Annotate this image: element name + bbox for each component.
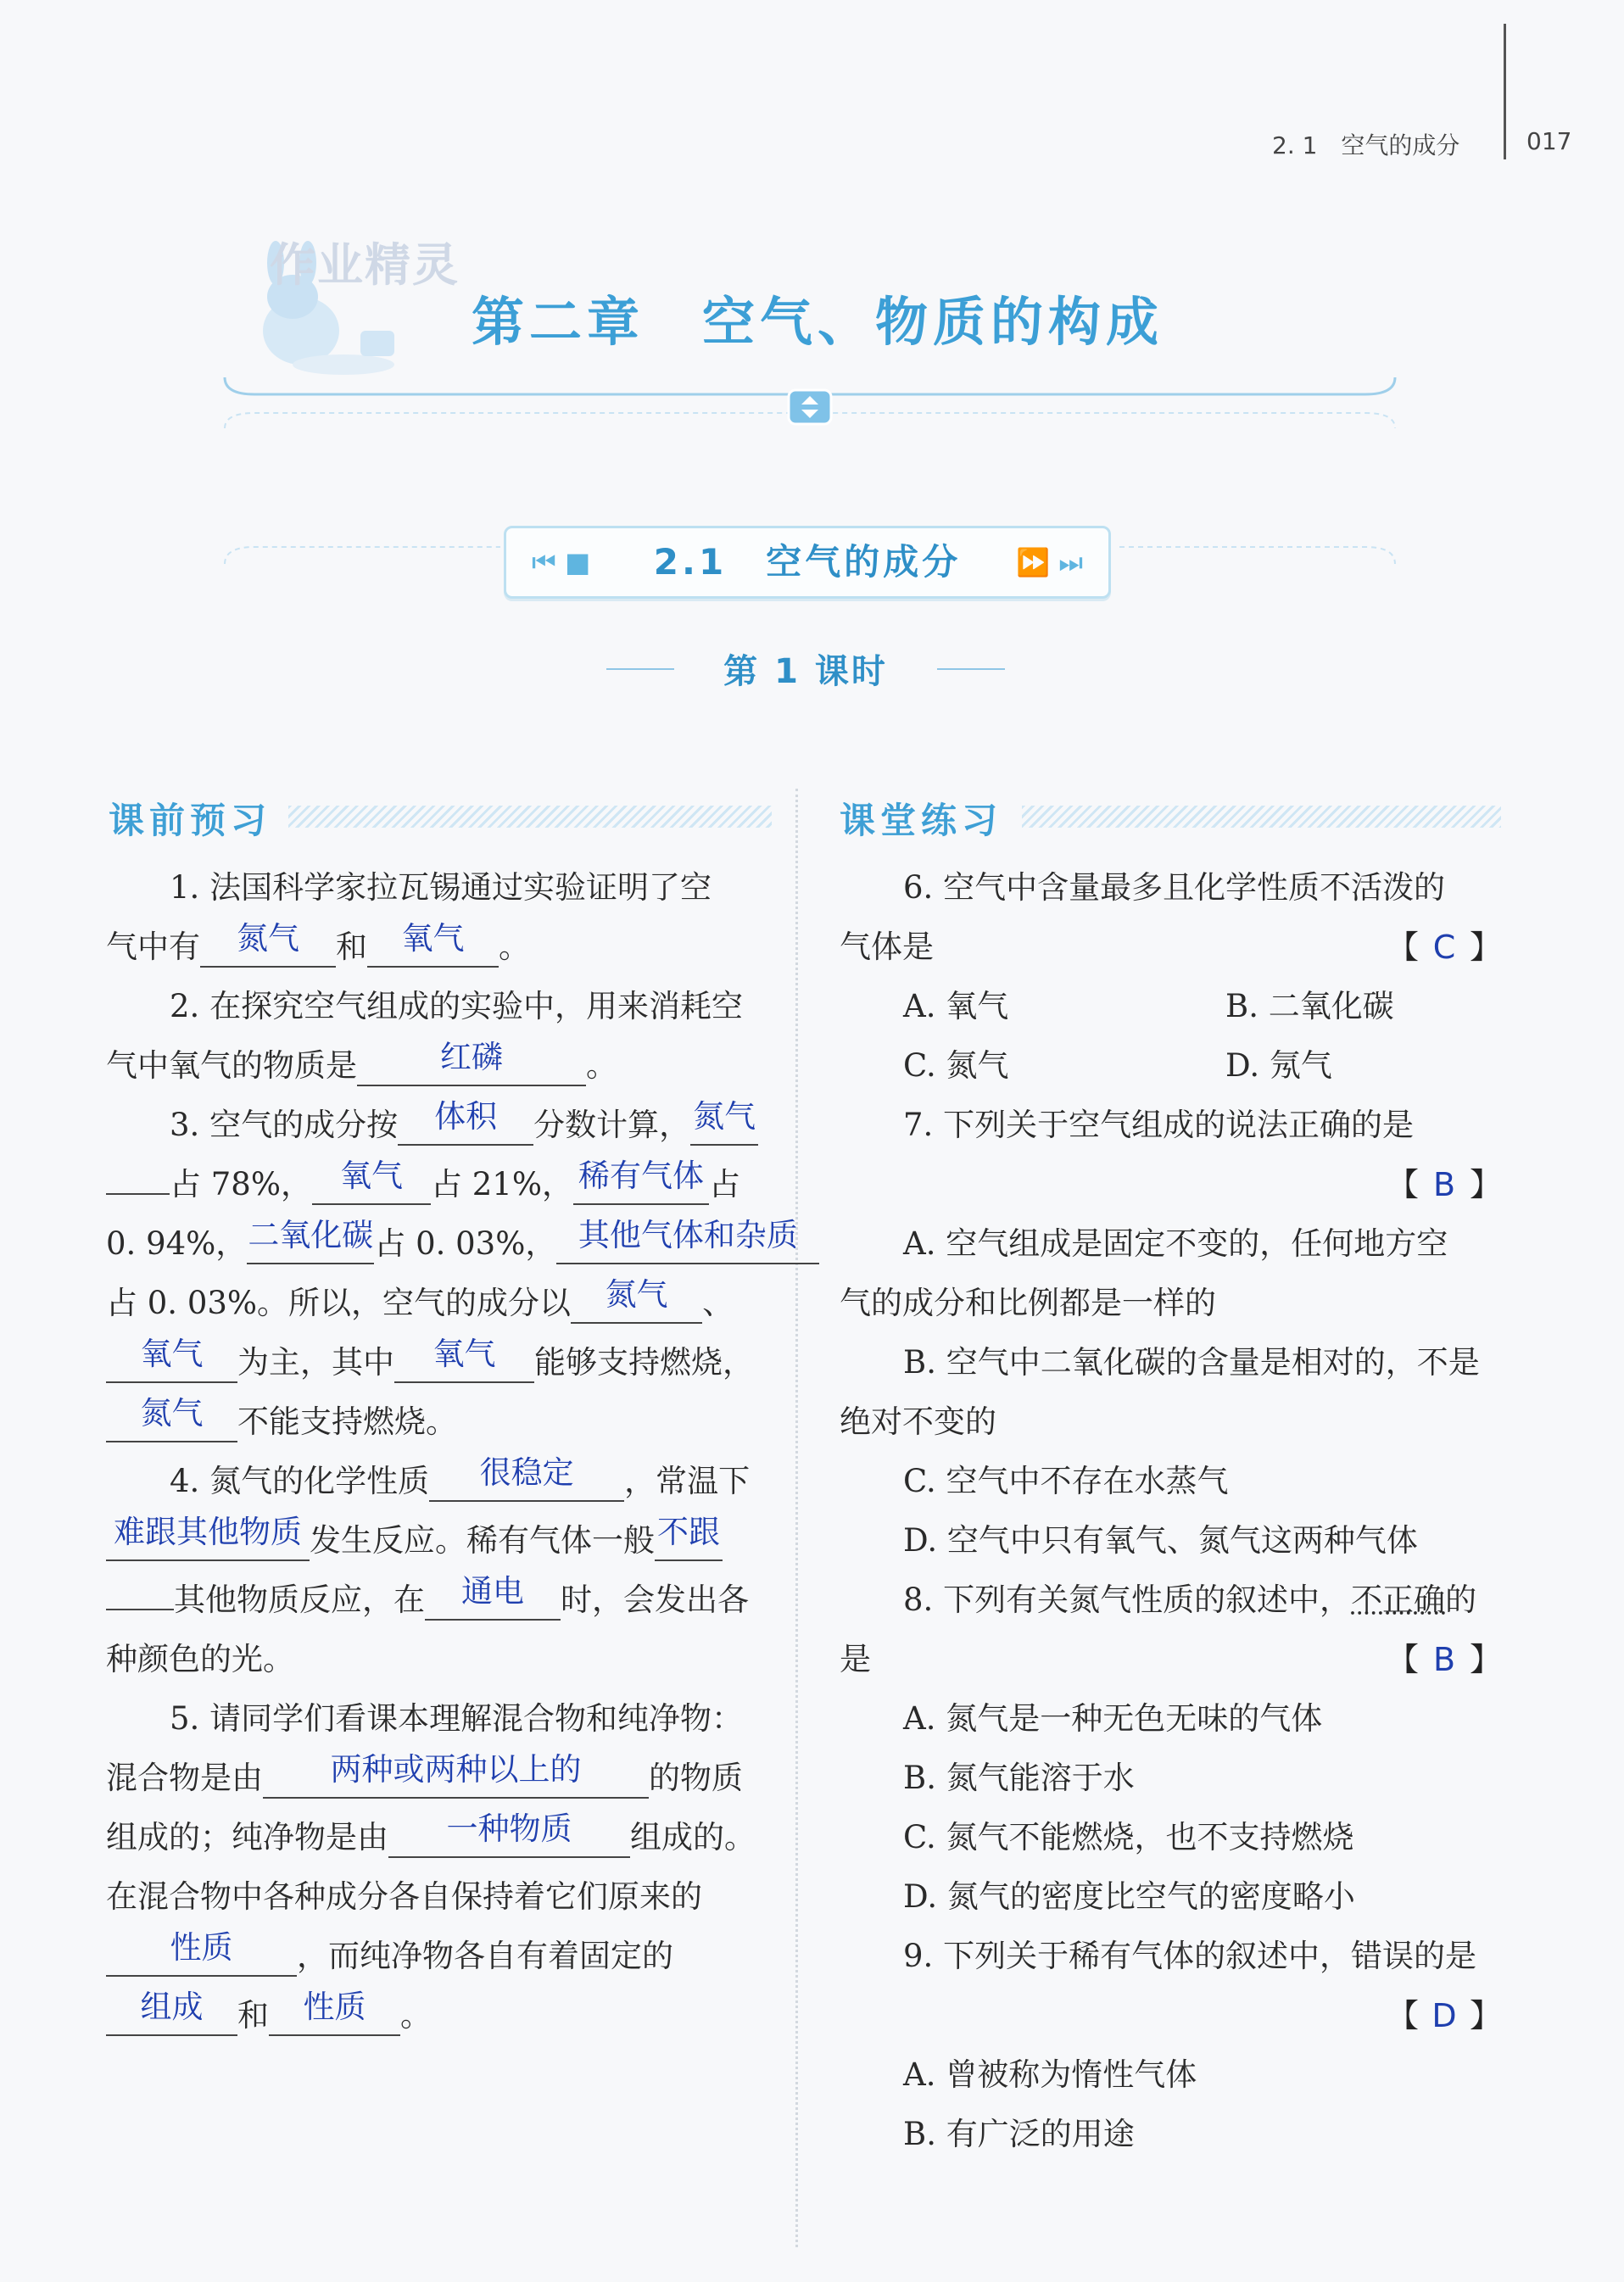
q5-line4: 在混合物中各种成分各自保持着它们原来的 [106,1878,702,1915]
q8-option-a: A. 氮气是一种无色无味的气体 [903,1700,1323,1737]
q3-line4: 占 0. 03%。所以，空气的成分以 氮气 、 [106,1285,734,1324]
q8-answer-bracket: 【 B 】 [1387,1641,1503,1678]
q8-option-d: D. 氮气的密度比空气的密度略小 [903,1878,1355,1915]
q9-answer-bracket: 【 D 】 [1387,1997,1503,2034]
rewind-icon: ⏮ ■ [532,546,591,578]
q3-line2: 占 78%， 氧气 占 21%， 稀有气体 占 [106,1166,740,1205]
q1-line1: 1. 法国科学家拉瓦锡通过实验证明了空 [170,869,712,906]
q7-option-b2: 绝对不变的 [840,1403,996,1440]
q3-blank-n2: 氮气 [690,1107,758,1146]
q5-line6: 组成 和 性质 。 [106,1997,432,2036]
q5-line2: 混合物是由 两种或两种以上的 的物质 [106,1760,743,1799]
q8-stem2: 是 [840,1641,871,1677]
q8-option-b: B. 氮气能溶于水 [903,1760,1135,1796]
q7-option-a2: 气的成分和比例都是一样的 [840,1285,1216,1321]
q8-answer: B [1432,1641,1456,1678]
q6-stem1: 6. 空气中含量最多且化学性质不活泼的 [903,869,1446,906]
q9-stem: 9. 下列关于稀有气体的叙述中，错误的是 [903,1938,1477,1974]
q3-blank-support: 氧气 [394,1344,534,1383]
q3-blank-o2: 氧气 [312,1166,431,1205]
q4-blank4: 通电 [425,1582,561,1621]
q6-stem2: 气体是 [840,929,934,965]
section-title: 2.1 空气的成分 [653,541,962,583]
left-heading-stripes [288,806,772,828]
q5-blank1: 两种或两种以上的 [263,1760,649,1799]
q5-line5: 性质 ，而纯净物各自有着固定的 [106,1938,673,1977]
q5-blank5: 性质 [269,1997,400,2036]
running-header: 2. 1 空气的成分 [1272,131,1460,159]
q4-blank2: 难跟其他物质 [106,1522,310,1561]
q7-option-c: C. 空气中不存在水蒸气 [903,1463,1229,1499]
fast-forward-icon: ⏩ ⏭ [1016,546,1083,578]
q2-line2: 气中氧气的物质是 红磷 。 [106,1047,617,1086]
q7-stem: 7. 下列关于空气组成的说法正确的是 [903,1107,1415,1143]
q3-blank-nosupport: 氮气 [106,1403,237,1442]
q3-blank-main1: 氮气 [571,1285,702,1324]
q3-blank-main2: 氧气 [106,1344,237,1383]
q3-blank-other: 其他气体和杂质 [556,1225,819,1264]
q3-blank-vol: 体积 [398,1107,533,1146]
q5-line1: 5. 请同学们看课本理解混合物和纯净物： [170,1700,744,1737]
q6-option-c: C. 氮气 [903,1047,1009,1084]
q4-line4: 种颜色的光。 [106,1641,294,1677]
logo-watermark: 作业精灵 [270,238,460,292]
q7-answer: B [1432,1166,1456,1203]
right-column-heading: 课堂练习 [840,800,1003,841]
q5-blank4: 组成 [106,1997,237,2036]
q1-blank2: 氧气 [367,929,499,968]
q1-blank1: 氮气 [200,929,336,968]
q6-option-d: D. 氖气 [1225,1047,1332,1084]
q6-option-b: B. 二氧化碳 [1225,988,1394,1024]
q6-option-a: A. 氧气 [903,988,1009,1024]
q4-line3: 其他物质反应，在 通电 时，会发出各 [106,1582,749,1621]
q4-line1: 4. 氮气的化学性质 很稳定 ，常温下 [170,1463,750,1502]
q8-option-c: C. 氮气不能燃烧，也不支持燃烧 [903,1819,1354,1855]
q8-emphasis: 不正确 [1351,1582,1446,1618]
lesson-line-right [937,668,1005,670]
q2-line1: 2. 在探究空气组成的实验中，用来消耗空 [170,988,744,1024]
q4-blank1: 很稳定 [429,1463,624,1502]
header-divider [1504,24,1506,159]
column-divider [795,789,798,2247]
q5-line3: 组成的；纯净物是由 一种物质 组成的。 [106,1819,756,1858]
lesson-heading [606,644,1005,695]
q3-line3: 0. 94%，二氧化碳占 0. 03%， 其他气体和杂质 [106,1225,819,1264]
q9-answer: D [1431,1997,1457,2034]
chapter-decoration [220,352,1399,479]
right-heading-stripes [1022,806,1501,828]
q4-line2: 难跟其他物质 发生反应。稀有气体一般不跟 [106,1522,723,1561]
lesson-title: 第 1 课时 [723,652,888,691]
q1-line2: 气中有 氮气 和 氧气 。 [106,929,530,968]
q7-option-d: D. 空气中只有氧气、氮气这两种气体 [903,1522,1418,1559]
section-title-box [504,526,1111,599]
q3-blank-rare: 稀有气体 [573,1166,709,1205]
q6-answer: C [1432,929,1456,966]
chapter-title: 第二章 空气、物质的构成 [472,291,1164,353]
q9-option-b: B. 有广泛的用途 [903,2116,1135,2152]
q7-answer-bracket: 【 B 】 [1387,1166,1503,1203]
q2-blank: 红磷 [357,1047,586,1086]
left-column-heading: 课前预习 [109,800,272,841]
q7-option-a1: A. 空气组成是固定不变的，任何地方空 [903,1225,1448,1262]
q6-answer-bracket: 【 C 】 [1387,929,1503,966]
q3-line5: 氧气 为主，其中 氧气 能够支持燃烧， [106,1344,754,1383]
q7-option-b1: B. 空气中二氧化碳的含量是相对的，不是 [903,1344,1480,1381]
q3-blank-co2: 二氧化碳 [247,1225,374,1264]
q3-line1: 3. 空气的成分按 体积 分数计算，氮气 [170,1107,758,1146]
q8-stem1: 8. 下列有关氮气性质的叙述中，不正确的 [903,1582,1477,1618]
q5-blank3: 性质 [106,1938,297,1977]
q4-blank3: 不跟 [655,1522,723,1561]
page-number: 017 [1526,127,1572,155]
q9-option-a: A. 曾被称为惰性气体 [903,2056,1197,2093]
q3-line6: 氮气 不能支持燃烧。 [106,1403,457,1442]
q5-blank2: 一种物质 [388,1819,630,1858]
